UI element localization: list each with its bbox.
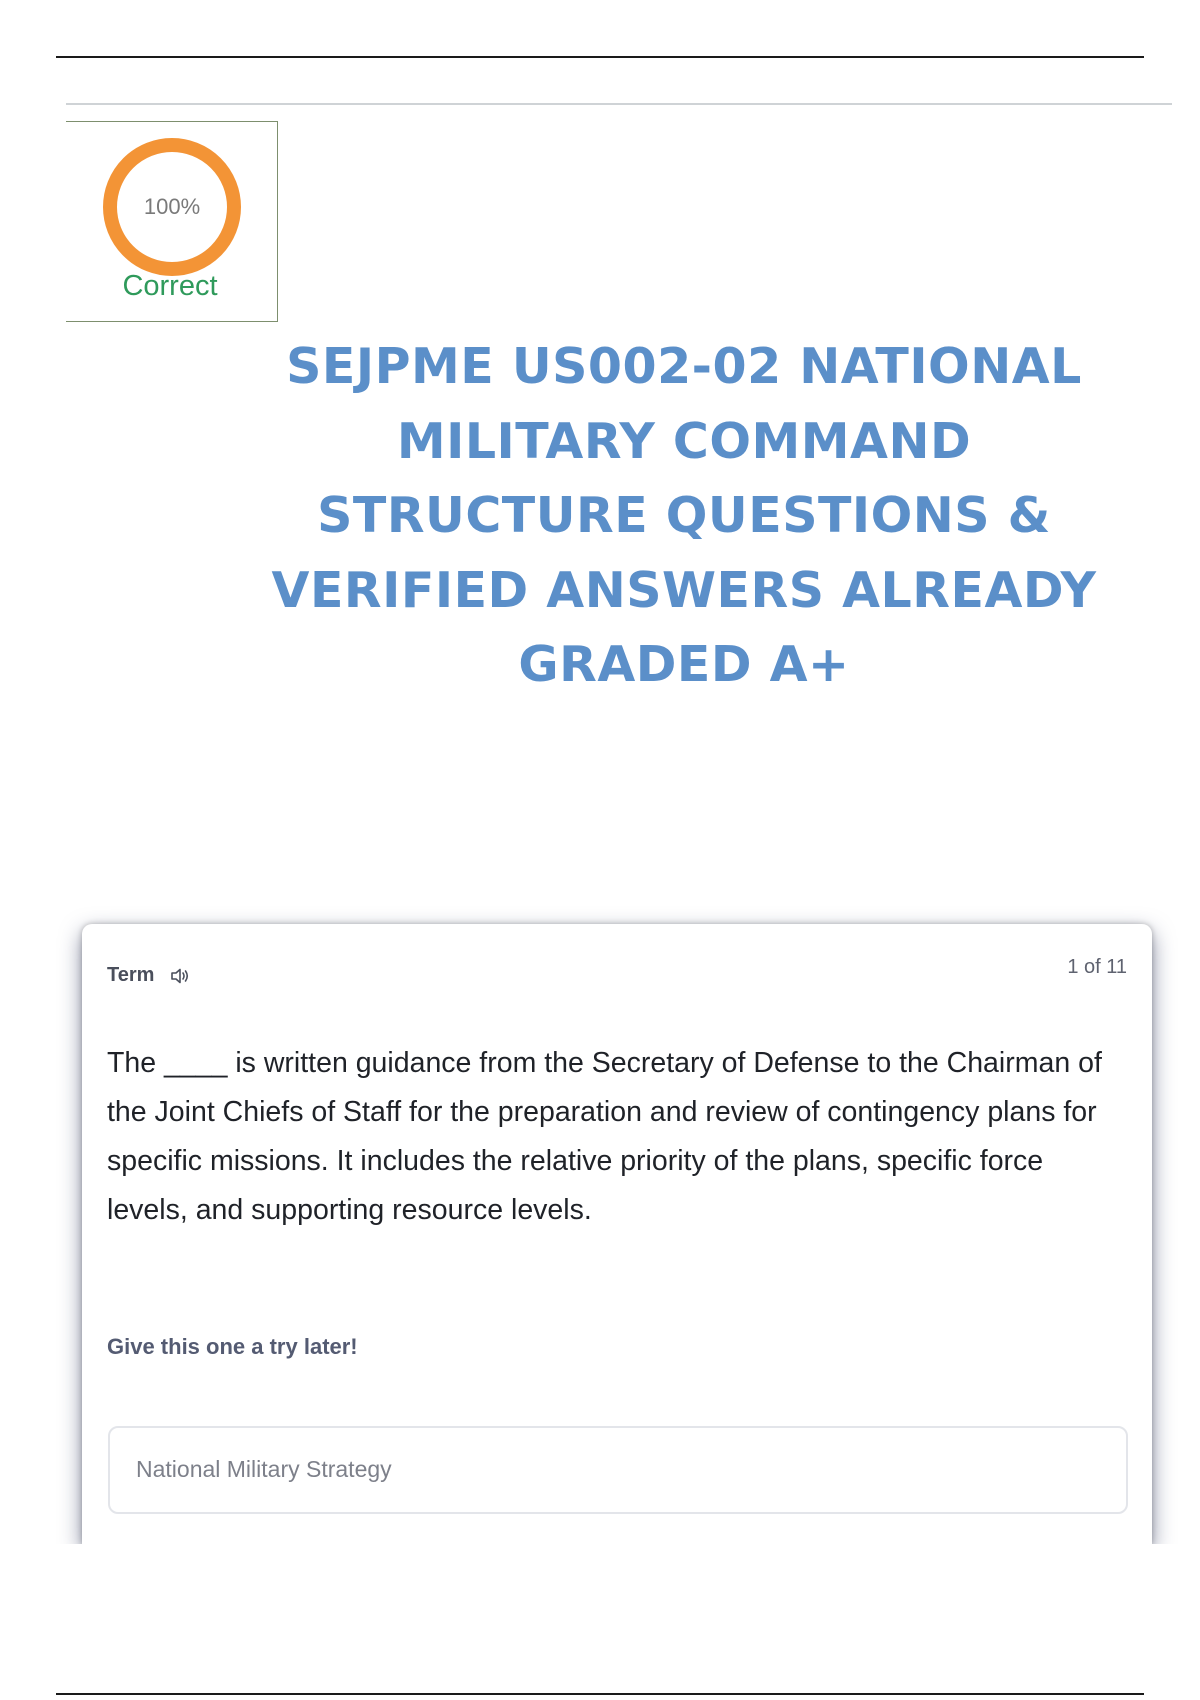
- speaker-icon[interactable]: [170, 967, 190, 985]
- title-line: VERIFIED ANSWERS ALREADY: [271, 561, 1097, 619]
- title-line: GRADED A+: [518, 636, 850, 693]
- header-divider: [66, 103, 1172, 105]
- title-line: SEJPME US002-02 NATIONAL: [286, 338, 1082, 395]
- term-header: [107, 964, 190, 987]
- top-rule: [56, 56, 1144, 58]
- title-line: STRUCTURE QUESTIONS &: [317, 487, 1051, 544]
- hint-text: Give this one a try later!: [107, 1334, 358, 1359]
- answer-option[interactable]: [108, 1426, 1128, 1514]
- term-label: Term: [107, 964, 155, 986]
- flashcard: [82, 924, 1152, 1544]
- document-title: [240, 330, 1128, 703]
- score-status: Correct: [122, 270, 218, 302]
- card-counter: 1 of 11: [1067, 956, 1127, 978]
- score-percent: 100%: [143, 194, 201, 219]
- page-blank-area: [40, 1544, 1180, 1684]
- title-line: MILITARY COMMAND: [396, 412, 972, 470]
- bottom-rule: [56, 1693, 1144, 1695]
- score-badge: [66, 121, 278, 322]
- answer-option-label: National Military Strategy: [136, 1456, 392, 1482]
- question-text: The ____ is written guidance from the Secretary of Defense to the Chairman of the Joint Chiefs of Staff for the preparation and review of contingency plans for specific missions. It includes the relative priority of the plans, specific force levels, and supporting resource levels.: [107, 1047, 1102, 1226]
